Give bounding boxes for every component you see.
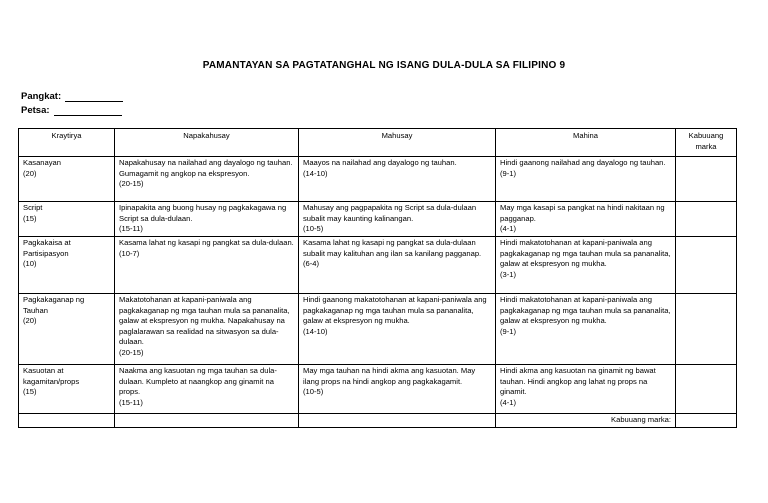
criteria-cell xyxy=(19,157,115,202)
criteria-points: (20) xyxy=(23,316,37,325)
mahusay-cell xyxy=(299,237,496,294)
mahina-cell xyxy=(496,202,676,237)
total-empty-cell xyxy=(115,414,299,428)
mahusay-cell xyxy=(299,294,496,365)
napakahusay-text: Napakahusay na nailahad ang dayalogo ng tauhan. Gumagamit ng angkop na ekspresyon. xyxy=(119,158,293,178)
header-mahina: Mahina xyxy=(496,129,676,157)
table-row xyxy=(19,294,737,365)
napakahusay-cell xyxy=(115,157,299,202)
mahusay-text: Kasama lahat ng kasapi ng pangkat sa dula-dulaan subalit may kalituhan ang ilan sa kanilang pagganap. xyxy=(303,238,482,258)
mahusay-score: (10-5) xyxy=(303,224,324,233)
header-napakahusay: Napakahusay xyxy=(115,129,299,157)
napakahusay-score: (10-7) xyxy=(119,248,140,258)
napakahusay-text: Kasama lahat ng kasapi ng pangkat sa dula-dulaan. xyxy=(119,238,294,247)
mahusay-cell xyxy=(299,202,496,237)
pangkat-label: Pangkat: xyxy=(21,91,62,102)
mahina-text: Hindi akma ang kasuotan na ginamit ng bawat tauhan. Hindi angkop ang lahat ng props na ginamit. xyxy=(500,366,656,396)
criteria-cell xyxy=(19,294,115,365)
mahina-cell xyxy=(496,237,676,294)
mahusay-text: Mahusay ang pagpapakita ng Script sa dula-dulaan subalit may kaunting kalinangan. xyxy=(303,203,477,223)
score-input-cell[interactable] xyxy=(676,237,737,294)
criteria-cell xyxy=(19,202,115,237)
criteria-cell xyxy=(19,365,115,414)
mahina-score: (9-1) xyxy=(500,168,517,178)
criteria-name: Pagkakaisa at Partisipasyon xyxy=(23,238,71,258)
table-row xyxy=(19,157,737,202)
criteria-points: (15) xyxy=(23,213,37,223)
total-score-cell[interactable] xyxy=(676,414,737,428)
napakahusay-cell xyxy=(115,294,299,365)
pangkat-blank-line[interactable] xyxy=(65,91,123,102)
document-title: PAMANTAYAN SA PAGTATANGHAL NG ISANG DULA-DULA SA FILIPINO 9 xyxy=(202,60,566,71)
mahina-score: (4-1) xyxy=(500,224,517,233)
score-input-cell[interactable] xyxy=(676,202,737,237)
napakahusay-text: Ipinapakita ang buong husay ng pagkakagawa ng Script sa dula-dulaan. xyxy=(119,203,287,223)
mahina-text: Hindi gaanong nailahad ang dayalogo ng tauhan. xyxy=(500,158,666,167)
mahina-text: Hindi makatotohanan at kapani-paniwala ang pagkakaganap ng mga tauhan mula sa pananalita, galaw at ekspresyon ng mukha. xyxy=(500,295,671,325)
mahusay-text: Maayos na nailahad ang dayalogo ng tauhan. xyxy=(303,158,457,167)
napakahusay-cell xyxy=(115,365,299,414)
napakahusay-text: Naakma ang kasuotan ng mga tauhan sa dula-dulaan. Kumpleto at naangkop ang ginamit na props. xyxy=(119,366,277,396)
mahina-text: May mga kasapi sa pangkat na hindi nakitaan ng pagganap. xyxy=(500,203,665,223)
pangkat-field xyxy=(21,91,123,102)
mahina-cell xyxy=(496,294,676,365)
header-kabuuang-marka: Kabuuang marka xyxy=(676,129,737,157)
criteria-name: Kasuotan at kagamitan/props xyxy=(23,366,80,386)
criteria-name: Script xyxy=(23,203,43,212)
mahina-cell xyxy=(496,157,676,202)
header-kraytirya: Kraytirya xyxy=(19,129,115,157)
criteria-points: (20) xyxy=(23,168,37,178)
score-input-cell[interactable] xyxy=(676,294,737,365)
mahina-score: (3-1) xyxy=(500,269,517,279)
criteria-points: (15) xyxy=(23,387,37,396)
table-row xyxy=(19,365,737,414)
criteria-cell xyxy=(19,237,115,294)
napakahusay-score: (20-15) xyxy=(119,347,144,357)
mahusay-score: (6-4) xyxy=(303,259,320,268)
napakahusay-score: (15-11) xyxy=(119,397,143,407)
rubric-table xyxy=(18,128,737,428)
criteria-name: Pagkakaganap ng Tauhan xyxy=(23,295,85,315)
criteria-points: (10) xyxy=(23,259,37,268)
total-empty-cell xyxy=(299,414,496,428)
score-input-cell[interactable] xyxy=(676,365,737,414)
mahina-text: Hindi makatotohanan at kapani-paniwala ang pagkakaganap ng mga tauhan mula sa pananalita, galaw at ekspresyon ng mukha. xyxy=(500,238,671,268)
mahusay-cell xyxy=(299,365,496,414)
header-mahusay: Mahusay xyxy=(299,129,496,157)
napakahusay-score: (20-15) xyxy=(119,179,144,188)
mahusay-text: May mga tauhan na hindi akma ang kasuotan. May ilang props na hindi angkop ang pagkakagamit. xyxy=(303,366,476,386)
total-row xyxy=(19,414,737,428)
petsa-blank-line[interactable] xyxy=(54,105,122,116)
criteria-name: Kasanayan xyxy=(23,158,61,167)
total-label: Kabuuang marka: xyxy=(496,414,676,428)
total-empty-cell xyxy=(19,414,115,428)
petsa-label: Petsa: xyxy=(21,105,50,116)
table-row xyxy=(19,202,737,237)
table-header-row xyxy=(19,129,737,157)
table-row xyxy=(19,237,737,294)
napakahusay-text: Makatotohanan at kapani-paniwala ang pagkakaganap ng mga tauhan mula sa pananalita, galaw at ekspresyon ng mukha. Napakahusay na paglalarawan sa realidad na sitwasyon sa dula-dulaan. xyxy=(119,295,290,346)
mahina-score: (9-1) xyxy=(500,326,517,336)
mahusay-cell xyxy=(299,157,496,202)
mahusay-text: Hindi gaanong makatotohanan at kapani-paniwala ang pagkakaganap ng mga tauhan mula sa pananalita, galaw at ekspresyon ng mukha. xyxy=(303,295,487,325)
score-input-cell[interactable] xyxy=(676,157,737,202)
petsa-field xyxy=(21,105,122,116)
napakahusay-score: (15-11) xyxy=(119,224,143,233)
mahusay-score: (10-5) xyxy=(303,387,324,396)
mahusay-score: (14-10) xyxy=(303,168,328,178)
napakahusay-cell xyxy=(115,202,299,237)
napakahusay-cell xyxy=(115,237,299,294)
mahusay-score: (14-10) xyxy=(303,326,328,336)
mahina-cell xyxy=(496,365,676,414)
mahina-score: (4-1) xyxy=(500,397,517,407)
